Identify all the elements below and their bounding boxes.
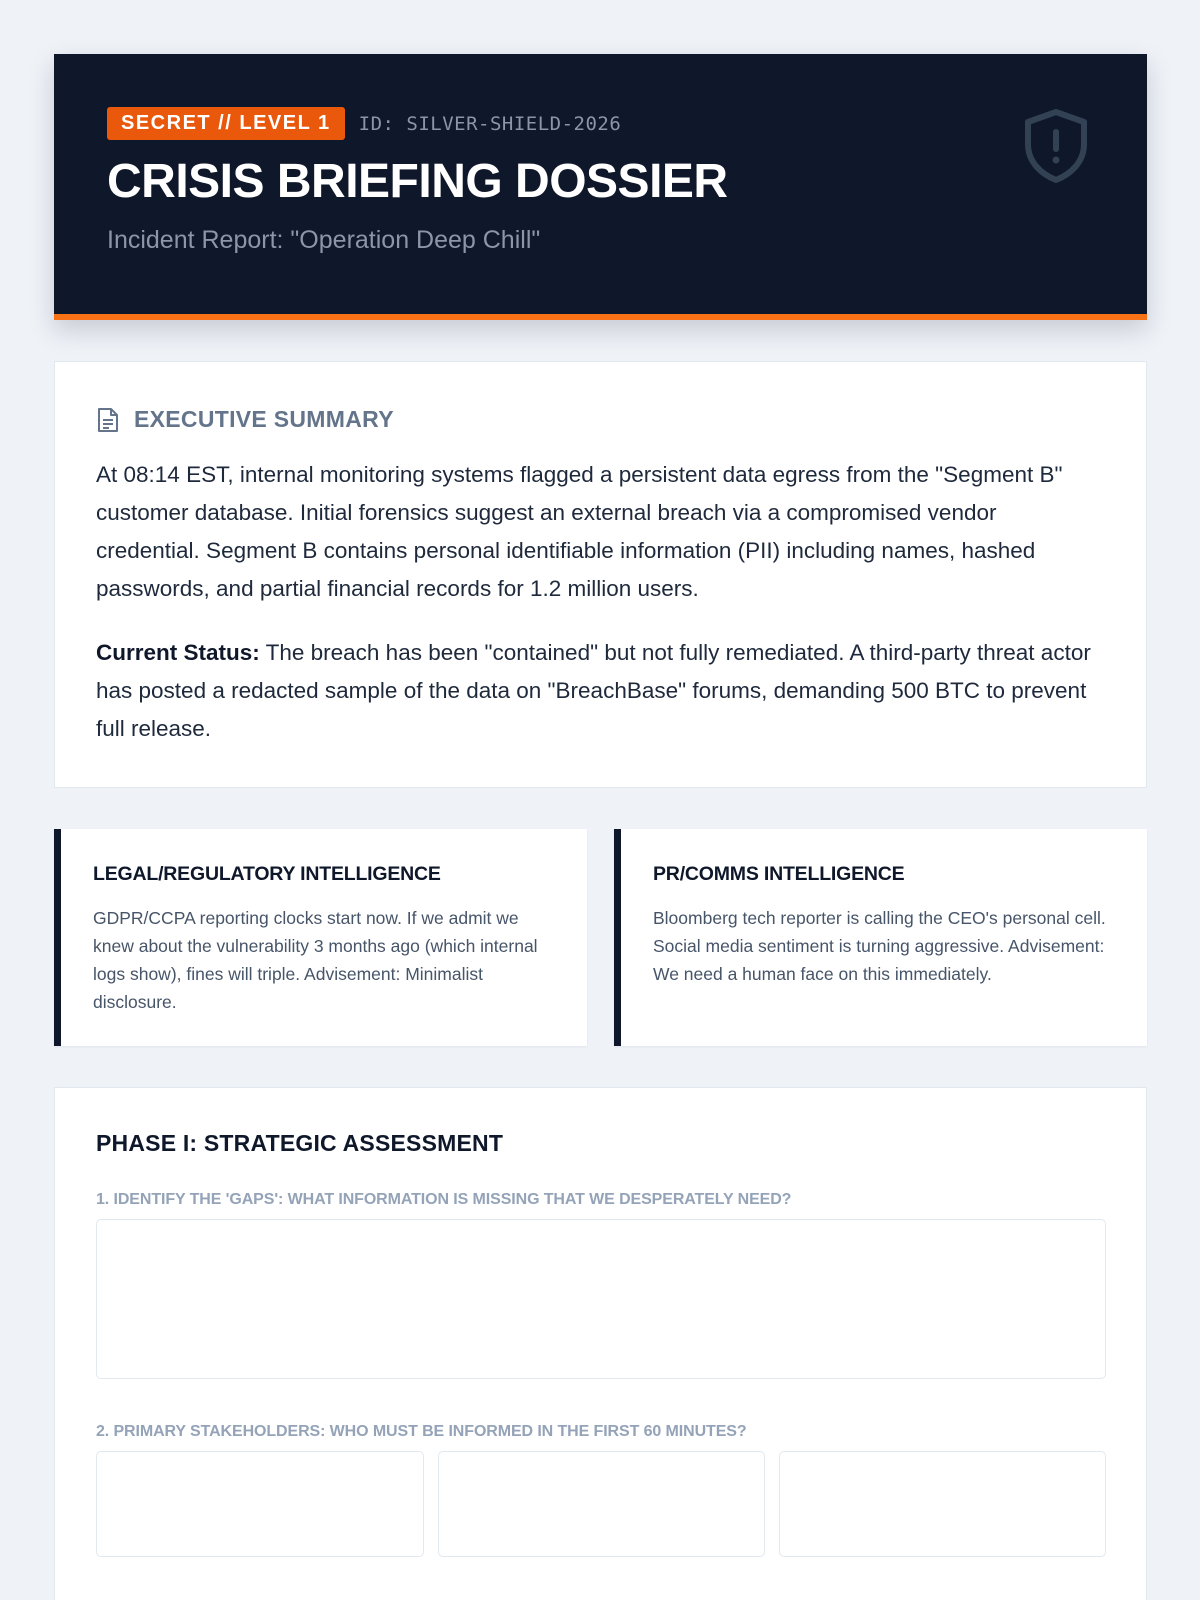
page-subtitle: Incident Report: "Operation Deep Chill" (107, 226, 541, 254)
stakeholders-question-label: 2. PRIMARY STAKEHOLDERS: WHO MUST BE INFORMED IN THE FIRST 60 MINUTES? (96, 1423, 747, 1440)
stakeholder-field-2[interactable] (438, 1451, 765, 1557)
document-id: ID: SILVER-SHIELD-2026 (358, 112, 622, 135)
status-text: The breach has been "contained" but not fully remediated. A third-party threat actor has posted a redacted sample of the data on "BreachBase" forums, demanding 500 BTC to prevent full release. (96, 640, 1091, 741)
legal-intel-title: LEGAL/REGULATORY INTELLIGENCE (93, 863, 441, 885)
document-icon (97, 407, 119, 433)
pr-intel-card (614, 829, 1147, 1046)
status-label: Current Status: (96, 640, 260, 665)
legal-intel-body: GDPR/CCPA reporting clocks start now. If we admit we knew about the vulnerability 3 months ago (which internal logs show), fines will triple. Advisement: Minimalist disclosure. (93, 908, 538, 1012)
classification-badge: SECRET // LEVEL 1 (107, 107, 345, 140)
summary-paragraph: At 08:14 EST, internal monitoring systems flagged a persistent data egress from the "Segment B" customer database. Initial forensics suggest an external breach via a compromised vendor credential. Segment B contains personal identifiable information (PII) including names, hashed passwords, and partial financial records for 1.2 million users. (96, 462, 1063, 601)
shield-alert-icon (1022, 108, 1090, 184)
pr-intel-title: PR/COMMS INTELLIGENCE (653, 863, 905, 885)
summary-title: EXECUTIVE SUMMARY (134, 406, 394, 432)
gaps-answer-field[interactable] (96, 1219, 1106, 1379)
executive-summary-card (54, 361, 1147, 788)
stakeholder-field-1[interactable] (96, 1451, 424, 1557)
summary-header (97, 406, 394, 433)
stakeholder-field-3[interactable] (779, 1451, 1106, 1557)
legal-intel-card (54, 829, 587, 1046)
page-title: CRISIS BRIEFING DOSSIER (107, 155, 728, 208)
dossier-header (54, 54, 1147, 320)
phase-one-card (54, 1087, 1147, 1600)
pr-intel-body: Bloomberg tech reporter is calling the CEO's personal cell. Social media sentiment is turning aggressive. Advisement: We need a human face on this immediately. (653, 908, 1106, 984)
header-meta (107, 107, 621, 140)
phase-title: PHASE I: STRATEGIC ASSESSMENT (96, 1130, 504, 1156)
summary-body (96, 456, 1106, 748)
gaps-question-label: 1. IDENTIFY THE 'GAPS': WHAT INFORMATION IS MISSING THAT WE DESPERATELY NEED? (96, 1191, 792, 1208)
status-paragraph (96, 634, 1106, 748)
